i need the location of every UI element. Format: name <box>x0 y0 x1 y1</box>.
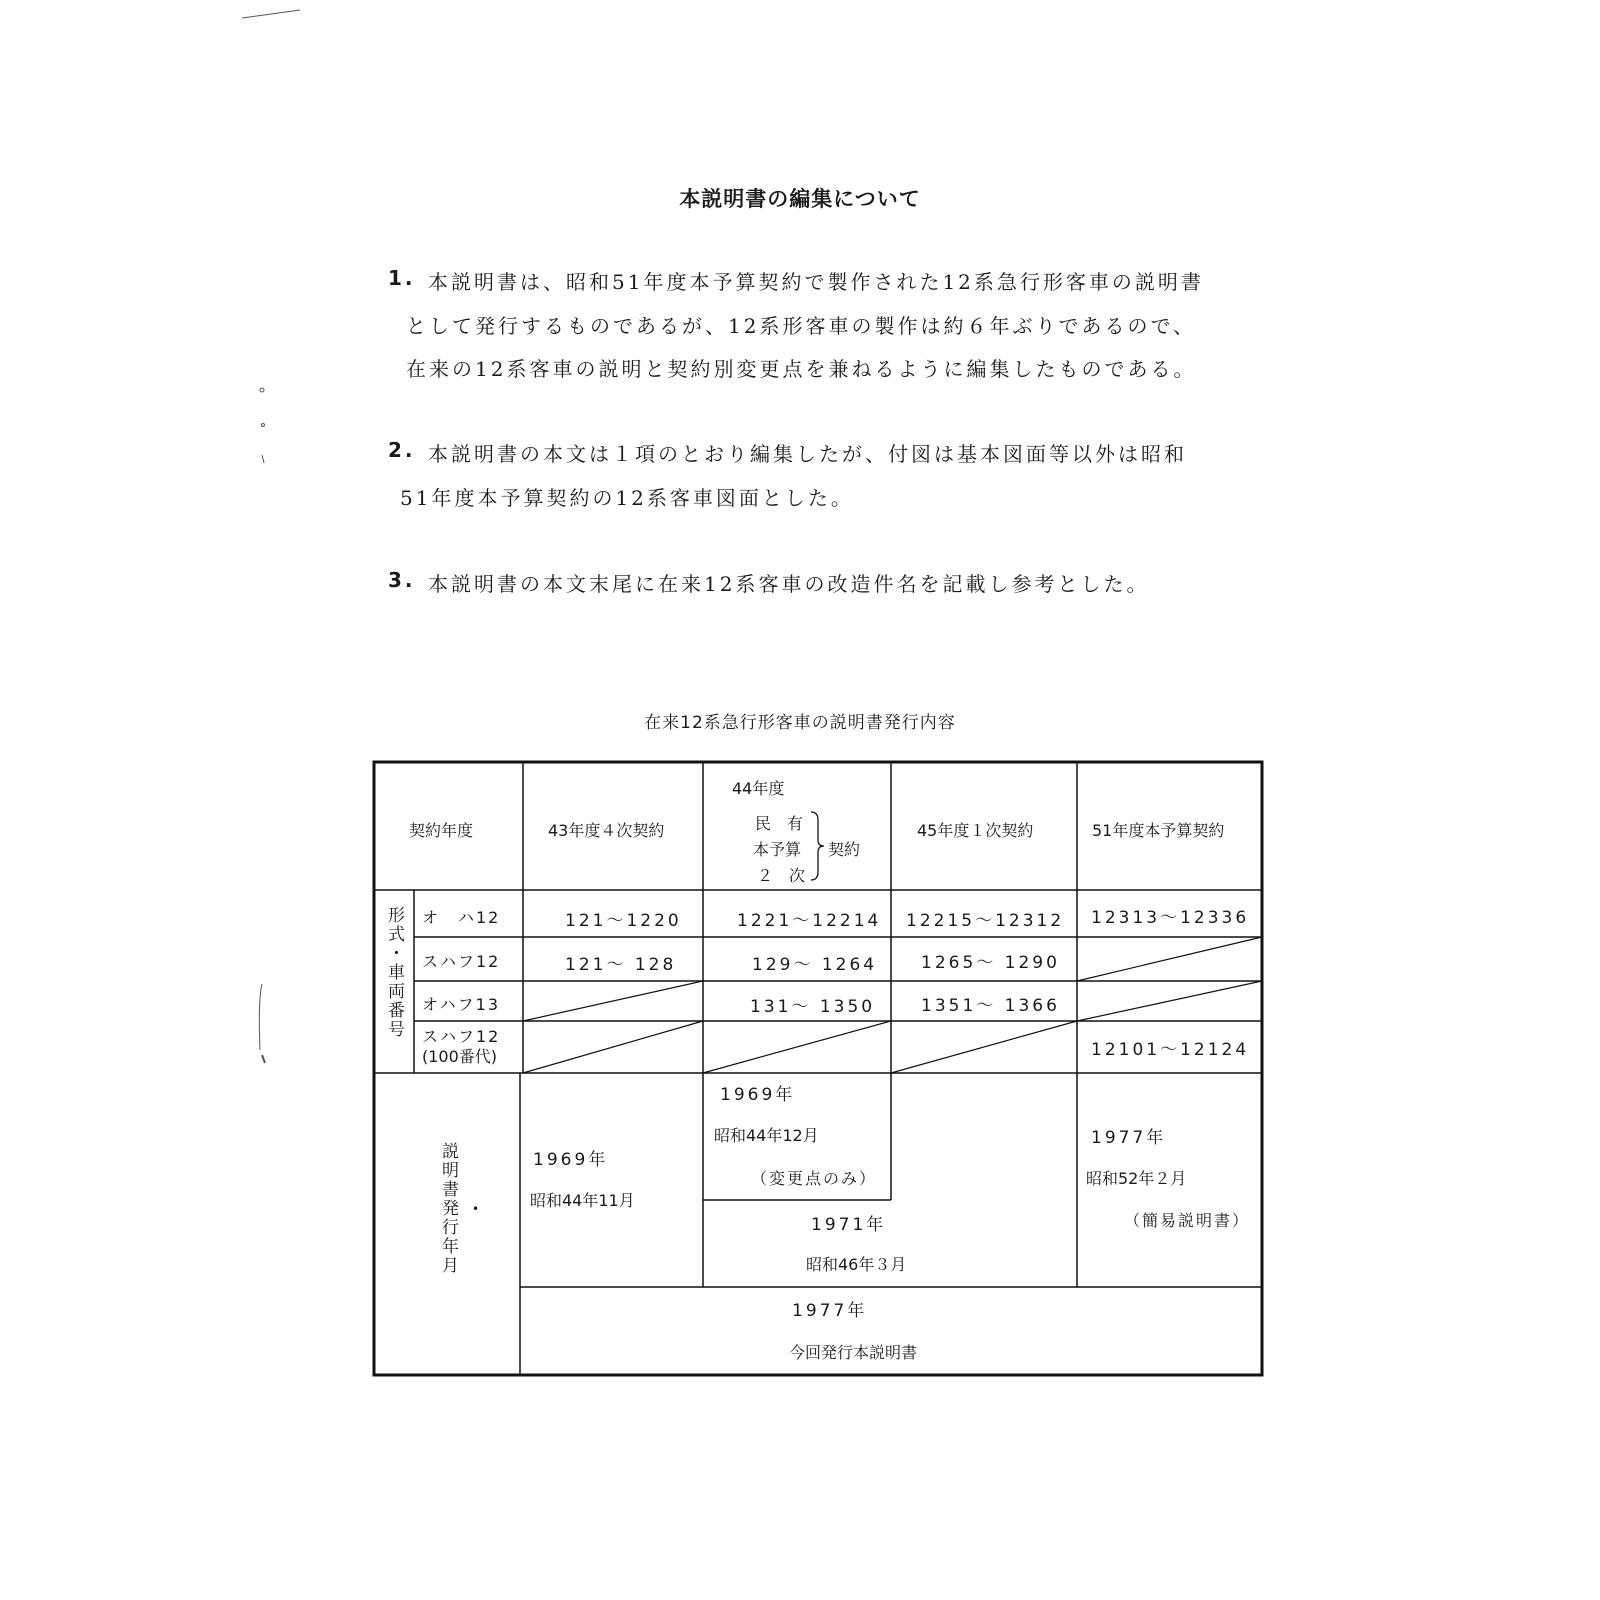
row1-c2: 1221〜12214 <box>737 911 882 931</box>
issue-c2-date: 昭和44年12月 <box>714 1126 819 1145</box>
type-label: 形式・車両番号 <box>384 906 404 1039</box>
issue-c4-note: （簡易説明書） <box>1124 1211 1251 1230</box>
header-col1: 43年度４次契約 <box>548 821 665 840</box>
item-number: 2. <box>388 438 416 462</box>
row1-c1: 121〜1220 <box>565 911 682 931</box>
issue-c4-year: 1977年 <box>1091 1128 1167 1148</box>
issue-all-note: 今回発行本説明書 <box>789 1343 918 1362</box>
issue-all-year: 1977年 <box>792 1301 868 1321</box>
row-type-suhafu12-100-line2: (100番代) <box>422 1047 498 1066</box>
issue-c1-date: 昭和44年11月 <box>530 1191 635 1210</box>
row1-c4: 12313〜12336 <box>1091 908 1250 928</box>
row-type-suhafu12-100-line1: スハフ12 <box>422 1027 501 1046</box>
header-col2-contract: 契約 <box>828 840 861 859</box>
item-line: 在来の12系客車の説明と契約別変更点を兼ねるように編集したものである。 <box>406 357 1197 381</box>
row2-c3: 1265〜 1290 <box>921 953 1060 973</box>
row2-c2: 129〜 1264 <box>752 955 878 975</box>
row-type-ohafu13: オハフ13 <box>422 995 501 1014</box>
header-col4: 51年度本予算契約 <box>1092 821 1225 840</box>
header-col2-year: 44年度 <box>732 779 785 798</box>
item-line: 本説明書の本文末尾に在来12系客車の改造件名を記載し参考とした。 <box>428 572 1150 596</box>
header-col3: 45年度１次契約 <box>917 821 1034 840</box>
row3-c2: 131〜 1350 <box>750 997 876 1017</box>
issue-label: 説明書発行年月 <box>438 1142 458 1275</box>
row3-c3: 1351〜 1366 <box>921 996 1060 1016</box>
row4-c4: 12101〜12124 <box>1091 1040 1250 1060</box>
item-line: 51年度本予算契約の12系客車図面とした。 <box>400 486 854 510</box>
table-caption: 在来12系急行形客車の説明書発行内容 <box>644 713 956 733</box>
row-type-suhafu12: スハフ12 <box>422 952 501 971</box>
item-number: 3. <box>388 568 416 592</box>
header-col2-sub-2: 本予算 <box>753 840 802 859</box>
page-title: 本説明書の編集について <box>679 187 921 211</box>
issue-c23-date: 昭和46年３月 <box>806 1255 907 1274</box>
issue-c2-note: （変更点のみ） <box>751 1169 878 1188</box>
issue-c1-year: 1969年 <box>533 1150 609 1170</box>
item-line: 本説明書の本文は１項のとおり編集したが、付図は基本図面等以外は昭和 <box>428 442 1187 466</box>
row-type-oha12: オ ハ12 <box>422 908 501 927</box>
header-col2-sub-1: 民 有 <box>755 814 804 833</box>
header-col2-sub-3: ２ 次 <box>757 866 806 885</box>
item-line: として発行するものであるが、12系形客車の製作は約６年ぶりであるので、 <box>406 314 1197 338</box>
issue-c2-year: 1969年 <box>720 1085 796 1105</box>
row1-c3: 12215〜12312 <box>906 911 1065 931</box>
issue-c23-year: 1971年 <box>811 1215 887 1235</box>
issue-dot: • <box>472 1202 480 1216</box>
row2-c1: 121〜 128 <box>565 955 677 975</box>
header-contract-year: 契約年度 <box>409 821 474 840</box>
item-line: 本説明書は、昭和51年度本予算契約で製作された12系急行形客車の説明書 <box>428 270 1204 294</box>
item-number: 1. <box>388 266 416 290</box>
issue-c4-date: 昭和52年２月 <box>1086 1169 1187 1188</box>
